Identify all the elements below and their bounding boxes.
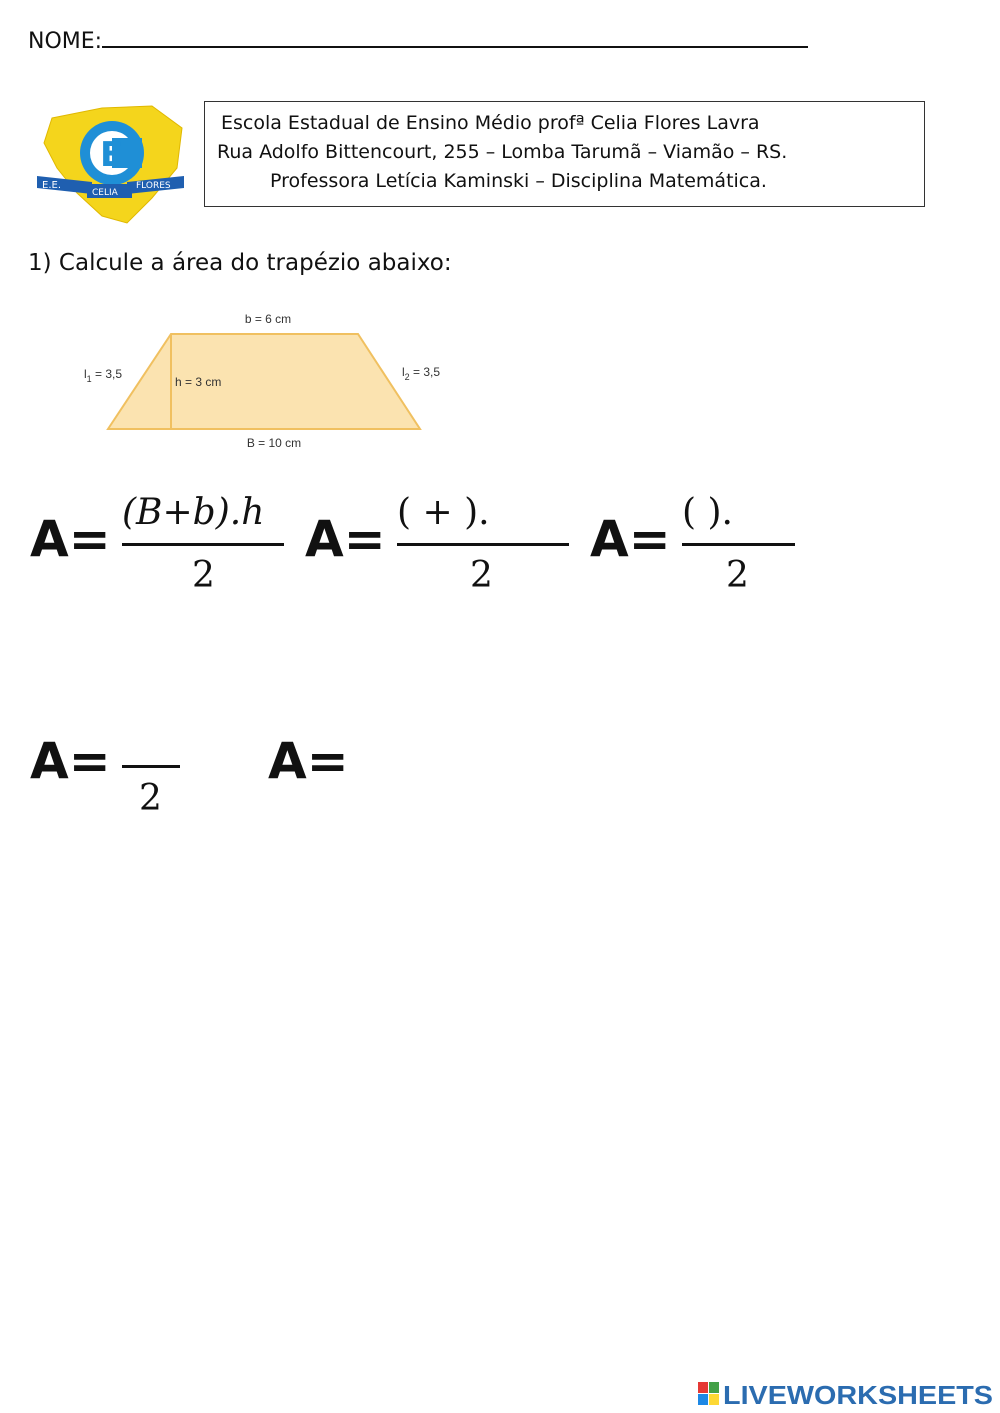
school-address: Rua Adolfo Bittencourt, 255 – Lomba Tarumã – Viamão – RS. (217, 141, 788, 163)
formula-1-denominator: 2 (192, 555, 215, 596)
liveworksheets-brand-text: LIVEWORKSHEETS (723, 1380, 993, 1410)
name-label: NOME: (28, 29, 103, 54)
area-label-2: A= (305, 510, 386, 568)
logo-text-celia: CELIA (92, 188, 118, 198)
formula-1-numerator: (B+b).h (122, 492, 265, 533)
logo-text-flores: FLORES (136, 181, 171, 191)
trapezoid-figure (80, 308, 460, 458)
school-info-box (204, 101, 925, 207)
name-blank-line (102, 28, 808, 48)
trapezoid-shape (108, 334, 420, 429)
right-side-label: $l_2 = 3,5$ (402, 365, 441, 382)
formula-2-fraction-bar (397, 543, 569, 546)
name-field (28, 28, 808, 54)
formula-2-denominator: 2 (470, 555, 493, 596)
question-text: 1) Calcule a área do trapézio abaixo: (28, 250, 452, 276)
area-label-3: A= (590, 510, 671, 568)
liveworksheets-logo (697, 1378, 997, 1410)
bottom-base-label: B = 10 cm (246, 436, 302, 450)
top-base-label: b = 6 cm (244, 312, 292, 326)
formula-4-denominator: 2 (139, 778, 162, 819)
formula-1-fraction-bar (122, 543, 284, 546)
teacher-discipline: Professora Letícia Kaminski – Disciplina Matemática. (270, 170, 767, 192)
area-label-5: A= (268, 732, 349, 790)
school-logo (32, 98, 192, 228)
formula-3-numerator: ( ). (682, 492, 733, 533)
height-label: h = 3 cm (175, 375, 222, 389)
formula-3-fraction-bar (682, 543, 795, 546)
svg-text:E: E (100, 135, 124, 175)
formula-2-numerator: ( + ). (397, 492, 490, 533)
formula-4-fraction-bar (122, 765, 180, 768)
formula-3-denominator: 2 (726, 555, 749, 596)
logo-text-ee: E.E. (42, 180, 61, 191)
area-label-1: A= (30, 510, 111, 568)
school-name: Escola Estadual de Ensino Médio profª Celia Flores Lavra (221, 112, 760, 134)
area-label-4: A= (30, 732, 111, 790)
left-side-label: $l_1 = 3,5$ (84, 367, 123, 384)
